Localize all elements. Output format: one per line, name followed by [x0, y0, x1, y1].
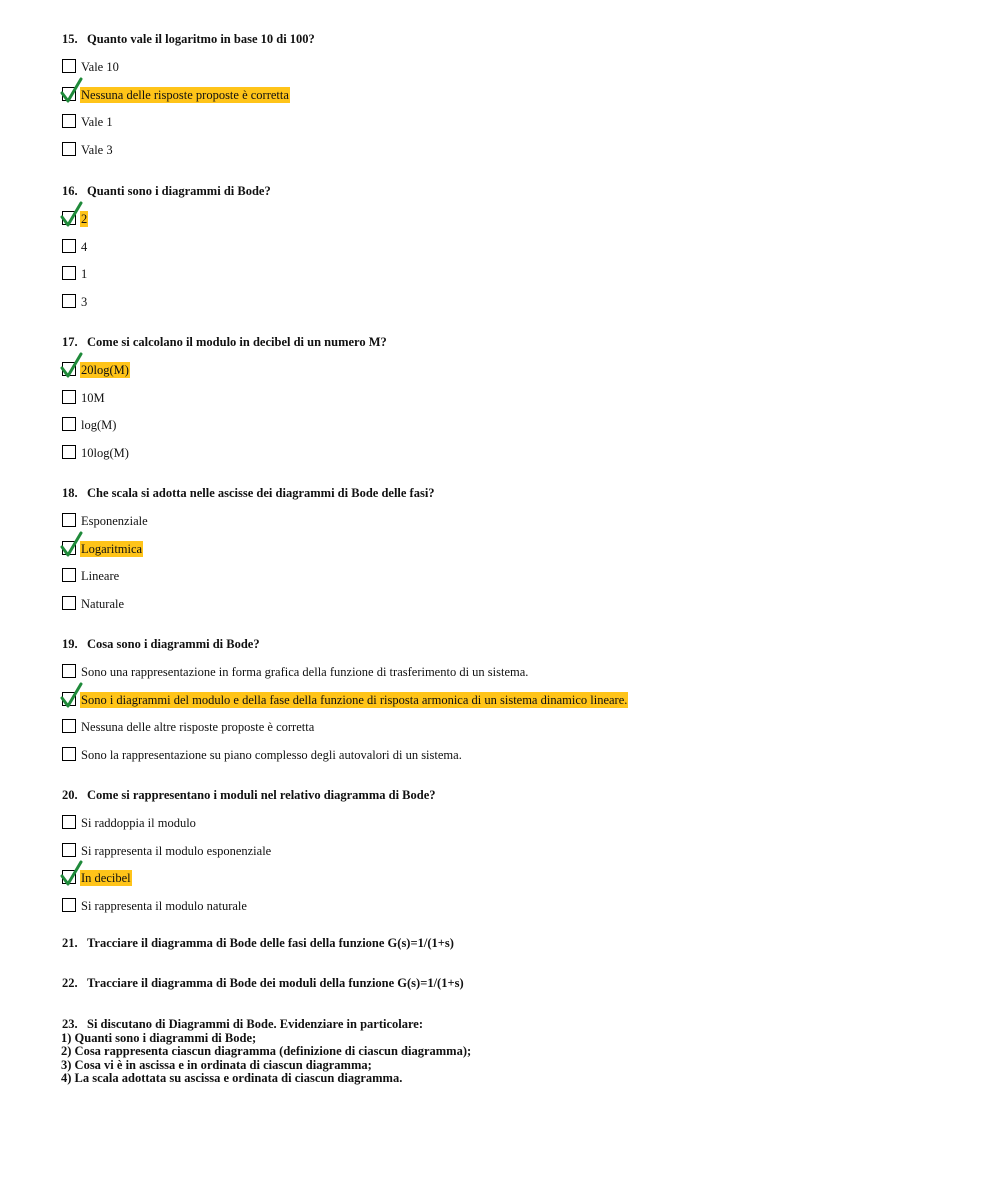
question-number: 21.: [62, 936, 78, 950]
answer-option[interactable]: [62, 692, 628, 708]
question-text: Quanti sono i diagrammi di Bode?: [87, 184, 271, 198]
checkbox[interactable]: [62, 568, 76, 582]
checkbox[interactable]: [62, 513, 76, 527]
checkbox[interactable]: [62, 362, 76, 376]
sub-point: 3) Cosa vi è in ascissa e in ordinata di ciascun diagramma;: [61, 1057, 372, 1072]
question-block: [62, 31, 315, 158]
checkbox[interactable]: [62, 719, 76, 733]
answer-label: 3: [81, 294, 88, 309]
question-number: 23.: [62, 1017, 78, 1031]
answer-option[interactable]: [62, 898, 436, 914]
question-text: Che scala si adotta nelle ascisse dei diagrammi di Bode delle fasi?: [87, 486, 435, 500]
answer-label: Si raddoppia il modulo: [81, 816, 196, 830]
answer-label: Nessuna delle altre risposte proposte è corretta: [81, 720, 315, 734]
question-title: [62, 31, 315, 47]
open-question: [62, 937, 454, 951]
answer-label: 1: [81, 267, 88, 281]
answer-label: Si rappresenta il modulo naturale: [81, 898, 247, 913]
correct-answer-label: 2: [81, 212, 88, 226]
question-number: 18.: [62, 486, 78, 500]
answer-option[interactable]: [62, 59, 315, 75]
answer-option[interactable]: [62, 664, 529, 680]
answer-label: 10log(M): [81, 445, 129, 460]
checkbox[interactable]: [62, 815, 76, 829]
question-title: [62, 787, 436, 803]
question-title: [62, 485, 435, 501]
answer-option[interactable]: [62, 815, 436, 831]
answer-label: 10M: [81, 390, 105, 405]
answer-label: Naturale: [81, 596, 125, 611]
question-number: 16.: [62, 184, 78, 198]
answer-label: Sono una rappresentazione in forma grafica della funzione di trasferimento di un sistema.: [81, 665, 529, 679]
answer-option[interactable]: [62, 596, 435, 612]
question-number: 15.: [62, 32, 78, 46]
checkbox[interactable]: [62, 843, 76, 857]
checkbox[interactable]: [62, 417, 76, 431]
answer-option[interactable]: [62, 87, 315, 103]
question-title: [62, 183, 271, 199]
checkbox[interactable]: [62, 239, 76, 253]
question-block: [62, 334, 387, 461]
sub-point: 2) Cosa rappresenta ciascun diagramma (definizione di ciascun diagramma);: [61, 1044, 472, 1058]
checkbox[interactable]: [62, 747, 76, 761]
question-number: 20.: [62, 788, 78, 802]
question-number: 17.: [62, 335, 78, 349]
correct-answer-label: Logaritmica: [81, 541, 143, 556]
answer-option[interactable]: [62, 541, 435, 557]
answer-option[interactable]: [62, 362, 387, 378]
correct-answer-label: Sono i diagrammi del modulo e della fase della funzione di risposta armonica di un sistema dinamico lineare.: [81, 692, 628, 707]
question-text: Cosa sono i diagrammi di Bode?: [87, 637, 260, 651]
answer-option[interactable]: [62, 513, 435, 529]
checkbox[interactable]: [62, 390, 76, 404]
answer-option[interactable]: [62, 747, 462, 763]
answer-option[interactable]: [62, 870, 436, 886]
sub-point: 4) La scala adottata su ascissa e ordinata di ciascun diagramma.: [61, 1071, 403, 1085]
checkbox[interactable]: [62, 142, 76, 156]
question-block: [62, 787, 436, 914]
sub-point: 1) Quanti sono i diagrammi di Bode;: [61, 1030, 257, 1045]
correct-answer-label: In decibel: [81, 871, 131, 885]
question-block: [62, 636, 628, 763]
answer-option[interactable]: [62, 719, 315, 735]
checkbox[interactable]: [62, 59, 76, 73]
checkbox[interactable]: [62, 114, 76, 128]
answer-option[interactable]: [62, 294, 271, 310]
question-number: 22.: [62, 976, 78, 990]
answer-option[interactable]: [62, 142, 315, 158]
answer-option[interactable]: [62, 568, 435, 584]
answer-option[interactable]: [62, 266, 271, 282]
answer-option[interactable]: [62, 211, 271, 227]
answer-label: Vale 10: [81, 60, 119, 74]
checkbox[interactable]: [62, 898, 76, 912]
answer-label: Si rappresenta il modulo esponenziale: [81, 843, 272, 858]
question-title: [62, 636, 260, 652]
checkbox[interactable]: [62, 294, 76, 308]
answer-label: Sono la rappresentazione su piano complesso degli autovalori di un sistema.: [81, 747, 462, 762]
answer-label: Vale 3: [81, 142, 113, 157]
checkbox[interactable]: [62, 211, 76, 225]
question-text: Tracciare il diagramma di Bode delle fasi della funzione G(s)=1/(1+s): [87, 936, 454, 950]
question-text: Quanto vale il logaritmo in base 10 di 100?: [87, 32, 315, 46]
answer-option[interactable]: [62, 390, 387, 406]
correct-answer-label: 20log(M): [81, 363, 129, 377]
open-question-title: [62, 1018, 471, 1032]
open-question-title: [62, 937, 454, 951]
question-block: [62, 485, 435, 612]
question-text: Si discutano di Diagrammi di Bode. Evidenziare in particolare:: [87, 1017, 424, 1031]
answer-label: log(M): [81, 418, 117, 432]
correct-answer-label: Nessuna delle risposte proposte è corretta: [81, 87, 289, 102]
checkbox[interactable]: [62, 664, 76, 678]
question-text: Tracciare il diagramma di Bode dei moduli della funzione G(s)=1/(1+s): [87, 976, 464, 990]
checkbox[interactable]: [62, 541, 76, 555]
question-title: [62, 334, 387, 350]
question-text: Come si rappresentano i moduli nel relativo diagramma di Bode?: [87, 788, 436, 802]
answer-option[interactable]: [62, 114, 315, 130]
checkbox[interactable]: [62, 445, 76, 459]
open-question: [62, 977, 464, 991]
question-block: [62, 183, 271, 310]
answer-label: Vale 1: [81, 115, 113, 129]
answer-option[interactable]: [62, 445, 387, 461]
open-question: [62, 1018, 471, 1086]
checkbox[interactable]: [62, 692, 76, 706]
answer-label: 4: [81, 239, 88, 254]
answer-option[interactable]: [62, 417, 387, 433]
question-text: Come si calcolano il modulo in decibel di un numero M?: [87, 335, 387, 349]
answer-label: Lineare: [81, 569, 120, 583]
checkbox[interactable]: [62, 596, 76, 610]
answer-label: Esponenziale: [81, 514, 148, 528]
open-question-title: [62, 977, 464, 991]
checkbox[interactable]: [62, 87, 76, 101]
checkbox[interactable]: [62, 266, 76, 280]
answer-option[interactable]: [62, 843, 436, 859]
answer-option[interactable]: [62, 239, 271, 255]
question-number: 19.: [62, 637, 78, 651]
checkbox[interactable]: [62, 870, 76, 884]
